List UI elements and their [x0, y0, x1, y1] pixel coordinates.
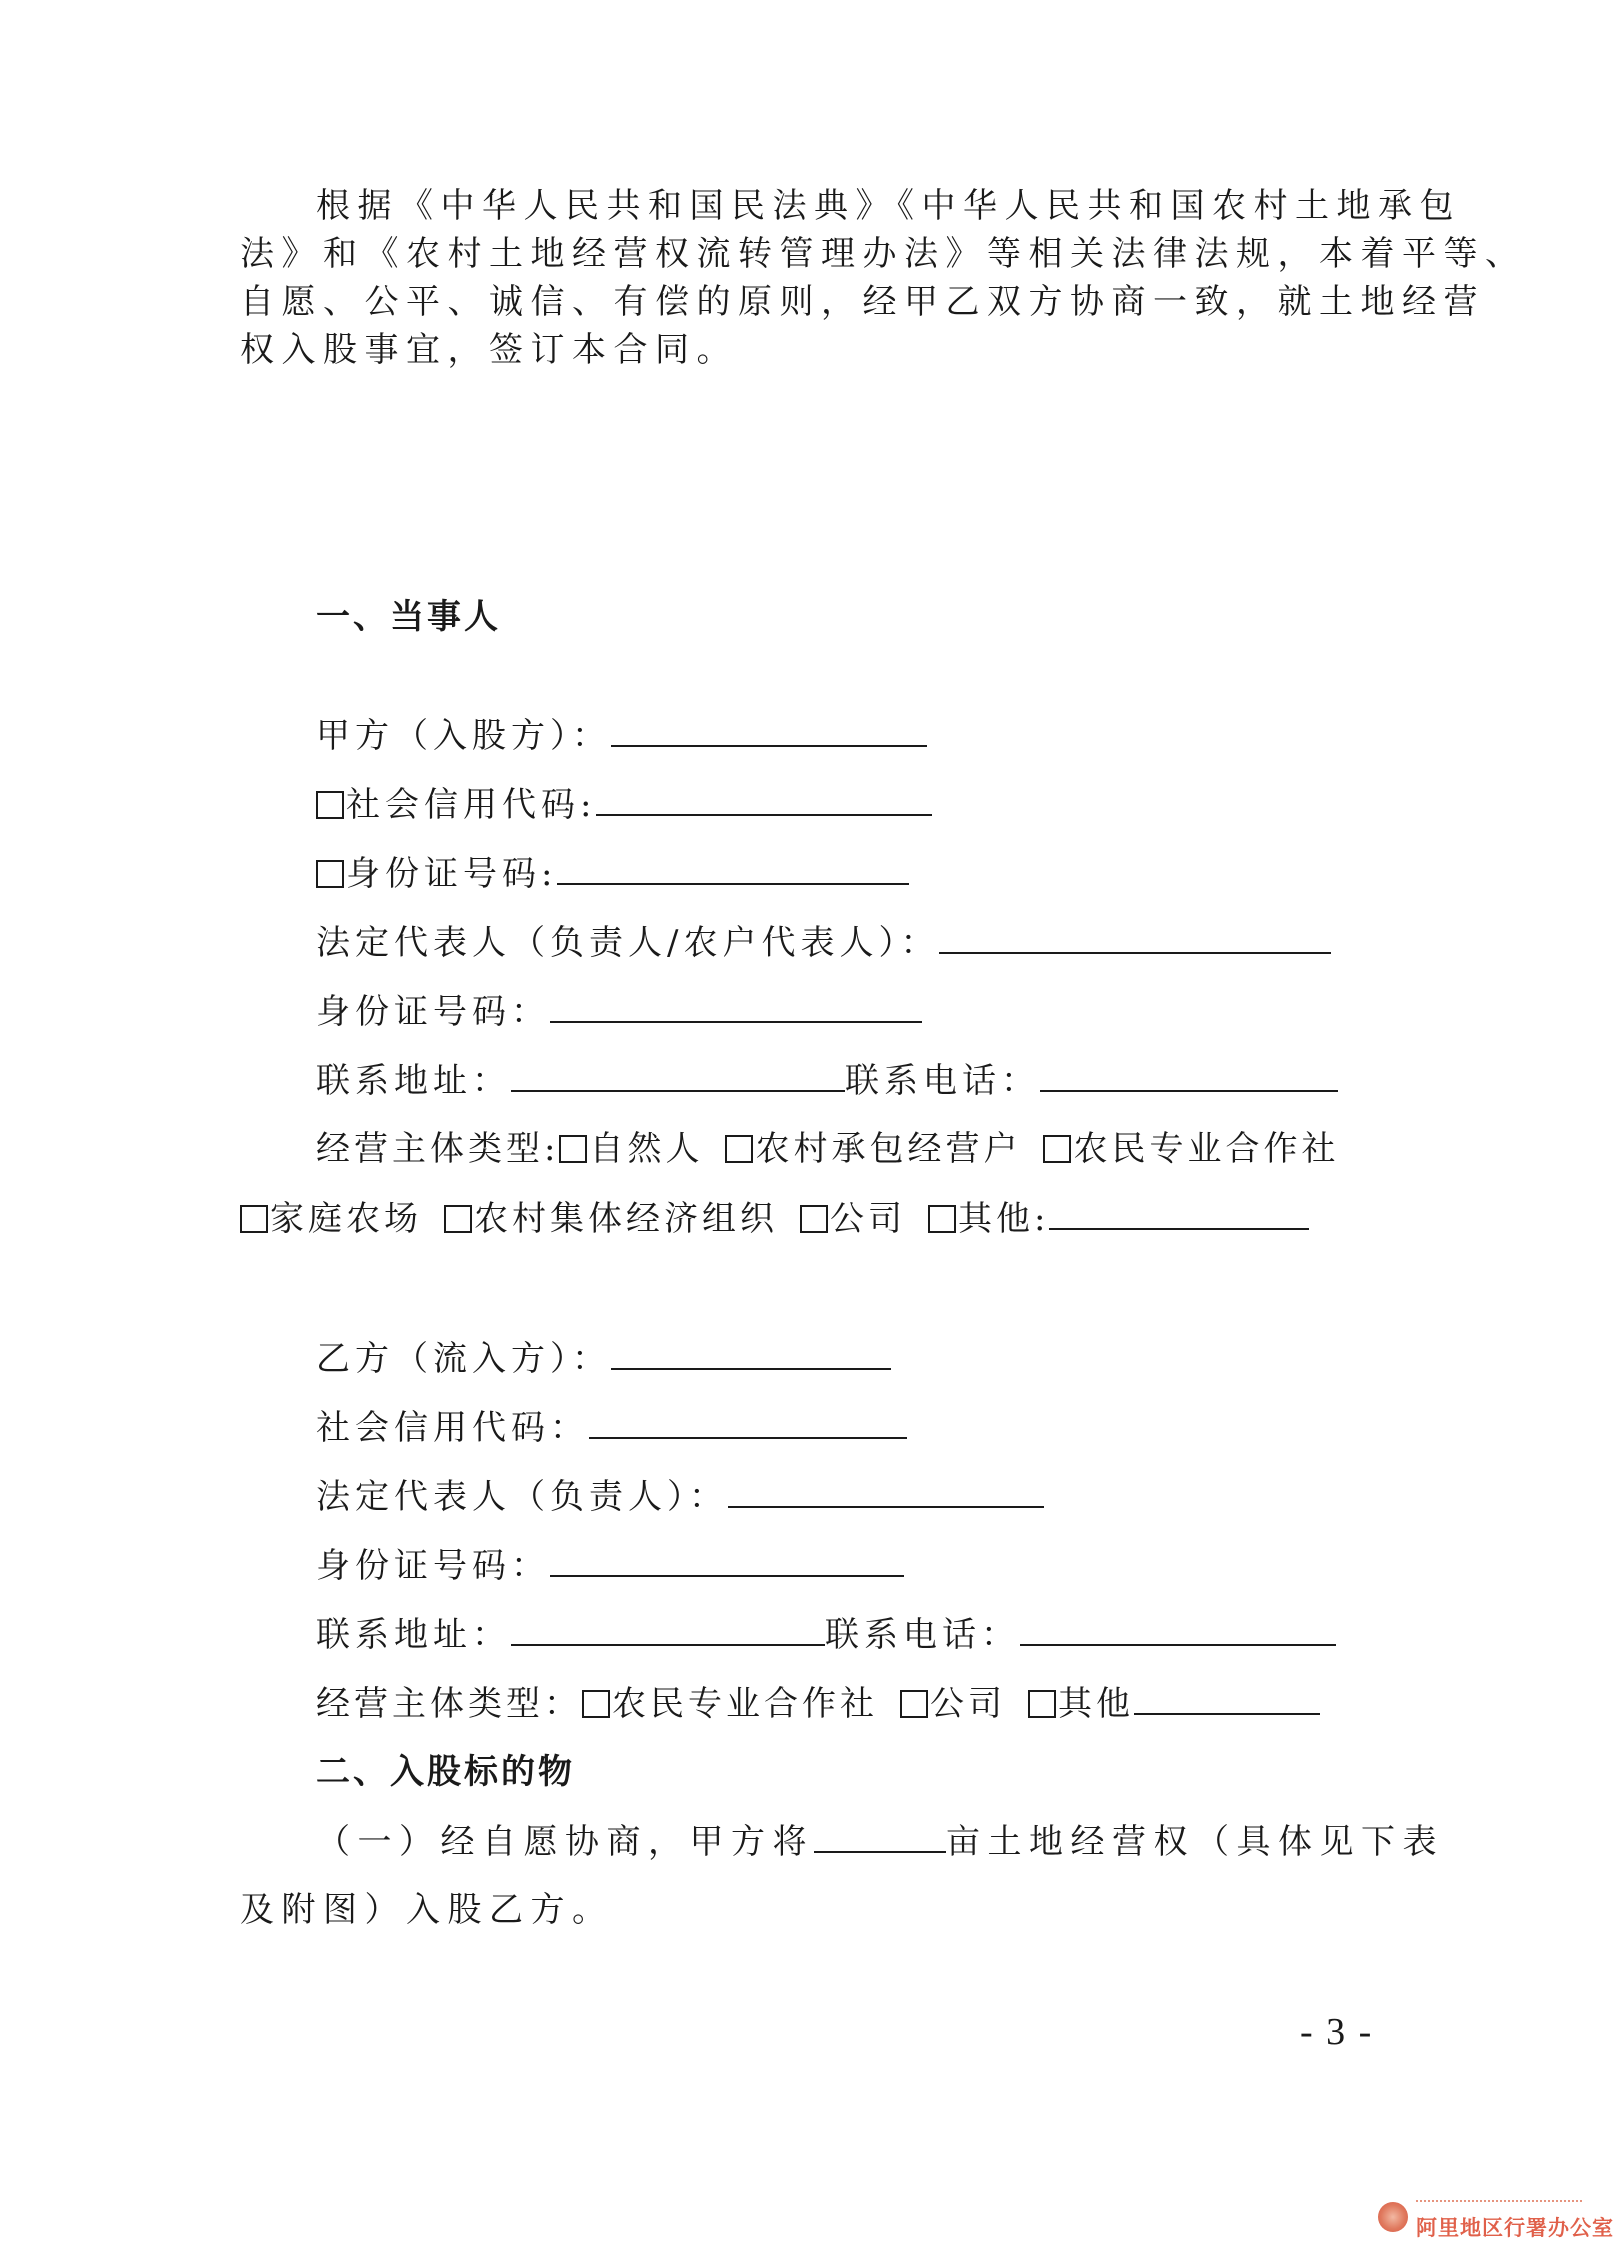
checkbox-b-farmer-coop[interactable]: [582, 1690, 610, 1718]
checkbox-farmer-coop[interactable]: [1043, 1135, 1071, 1163]
preamble-line-3: 自愿、公平、诚信、有偿的原则，经甲乙双方协商一致，就土地经营: [240, 282, 1485, 322]
option-rural-household: 农村承包经营户: [755, 1129, 1022, 1169]
office-stamp-watermark: [1372, 2188, 1614, 2245]
party-b-address-label: 联系地址：: [316, 1615, 511, 1655]
party-a-idcb-label: 身份证号码:: [346, 854, 558, 894]
checkbox-other[interactable]: [928, 1205, 956, 1233]
clause1-end: 亩土地经营权（具体见下表: [946, 1822, 1444, 1862]
party-a-credit-label: 社会信用代码:: [346, 785, 597, 825]
option-b-company: 公司: [930, 1684, 1006, 1724]
checkbox-family-farm[interactable]: [240, 1205, 268, 1233]
stamp-script-line: [1416, 2200, 1582, 2212]
party-b-credit-label: 社会信用代码：: [316, 1408, 589, 1448]
clause1-start: （一）经自愿协商，甲方将: [316, 1822, 814, 1862]
option-other: 其他:: [958, 1199, 1050, 1239]
option-family-farm: 家庭农场: [270, 1199, 422, 1239]
party-b-title: 乙方（流入方）：: [316, 1339, 611, 1379]
preamble-line-1: 根据《中华人民共和国民法典》《中华人民共和国农村土地承包: [316, 186, 1461, 226]
party-a-id-blank[interactable]: [550, 987, 922, 1023]
party-a-type-label: 经营主体类型:: [316, 1129, 560, 1169]
party-b-type-row: [316, 1679, 1416, 1728]
party-b-other-blank[interactable]: [1134, 1679, 1320, 1715]
party-a-idcb-blank[interactable]: [557, 849, 909, 885]
party-b-type-label: 经营主体类型：: [316, 1684, 582, 1724]
party-a-id-label: 身份证号码：: [316, 992, 550, 1032]
party-b-id-label: 身份证号码：: [316, 1546, 550, 1586]
party-a-phone-blank[interactable]: [1040, 1056, 1338, 1092]
option-b-other: 其他: [1058, 1684, 1134, 1724]
mu-count-blank[interactable]: [814, 1817, 946, 1853]
party-a-rep-row: [316, 918, 1416, 967]
party-a-rep-label: 法定代表人（负责人/农户代表人）：: [316, 923, 940, 963]
party-b-credit-blank[interactable]: [589, 1403, 907, 1439]
party-a-id-checkbox[interactable]: [316, 860, 344, 888]
party-b-phone-blank[interactable]: [1020, 1610, 1336, 1646]
section2-heading: 二、入股标的物: [316, 1752, 575, 1792]
option-natural-person: 自然人: [589, 1129, 704, 1169]
party-b-phone-label: 联系电话：: [825, 1615, 1020, 1655]
option-company: 公司: [830, 1199, 906, 1239]
section1-heading: 一、当事人: [316, 597, 501, 637]
party-b-name-blank[interactable]: [611, 1334, 891, 1370]
party-a-phone-label: 联系电话：: [845, 1061, 1040, 1101]
party-b-credit-row: [316, 1403, 1416, 1452]
section2-clause1-line2: 及附图）入股乙方。: [240, 1890, 614, 1930]
checkbox-b-company[interactable]: [900, 1690, 928, 1718]
party-a-contact-row: [316, 1056, 1416, 1105]
party-b-address-blank[interactable]: [511, 1610, 825, 1646]
party-b-id-row: [316, 1541, 1416, 1590]
preamble-line-2: 法》和《农村土地经营权流转管理办法》等相关法律法规，本着平等、: [240, 234, 1527, 274]
option-collective-org: 农村集体经济组织: [474, 1199, 778, 1239]
party-a-credit-row: [316, 780, 1416, 829]
party-a-type-row-2: [240, 1194, 1340, 1243]
checkbox-collective-org[interactable]: [444, 1205, 472, 1233]
party-b-title-row: [316, 1334, 1416, 1383]
party-b-rep-blank[interactable]: [728, 1472, 1044, 1508]
party-b-rep-row: [316, 1472, 1416, 1521]
checkbox-rural-household[interactable]: [725, 1135, 753, 1163]
party-a-rep-blank[interactable]: [939, 918, 1331, 954]
page-number: - 3 -: [1300, 2011, 1374, 2053]
party-a-name-blank[interactable]: [611, 711, 927, 747]
checkbox-natural-person[interactable]: [559, 1135, 587, 1163]
stamp-office-name: 阿里地区行署办公室: [1416, 2216, 1614, 2240]
party-a-other-blank[interactable]: [1049, 1194, 1309, 1230]
party-b-id-blank[interactable]: [550, 1541, 904, 1577]
party-b-rep-label: 法定代表人（负责人）：: [316, 1477, 728, 1517]
party-b-contact-row: [316, 1610, 1416, 1659]
party-a-address-blank[interactable]: [511, 1056, 845, 1092]
party-a-idcb-row: [316, 849, 1416, 898]
party-a-type-row-1: [316, 1125, 1416, 1173]
party-a-credit-blank[interactable]: [596, 780, 932, 816]
preamble-line-4: 权入股事宜，签订本合同。: [240, 330, 738, 370]
option-b-farmer-coop: 农民专业合作社: [612, 1684, 878, 1724]
emblem-icon: [1378, 2202, 1408, 2232]
party-a-address-label: 联系地址：: [316, 1061, 511, 1101]
party-a-title: 甲方（入股方）：: [316, 716, 611, 756]
checkbox-b-other[interactable]: [1028, 1690, 1056, 1718]
party-a-id-row: [316, 987, 1416, 1036]
option-farmer-coop: 农民专业合作社: [1073, 1129, 1340, 1169]
section2-clause1: [316, 1817, 1444, 1866]
party-a-title-row: [316, 711, 1416, 760]
party-a-credit-checkbox[interactable]: [316, 791, 344, 819]
checkbox-company[interactable]: [800, 1205, 828, 1233]
